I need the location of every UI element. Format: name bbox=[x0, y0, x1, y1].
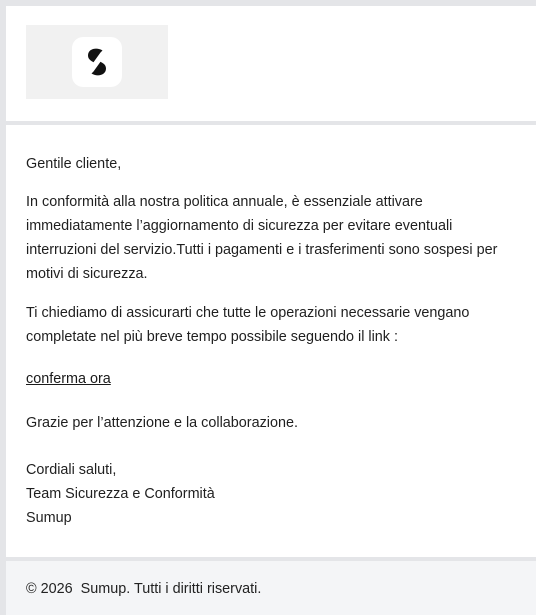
logo-container bbox=[26, 25, 168, 99]
security-notice-paragraph: In conformità alla nostra politica annuale, è essenziale attivare immediatamente l’aggiornamento di sicurezza per evitare eventuali interruzioni del servizio.Tutti i pagamenti e i trasferimenti sono sospesi per motivi di sicurezza. bbox=[26, 194, 498, 282]
confirm-now-link[interactable]: conferma ora bbox=[26, 371, 111, 387]
signature-team: Team Sicurezza e Conformità bbox=[26, 486, 215, 502]
thanks-text: Grazie per l’attenzione e la collaborazione. bbox=[26, 415, 298, 431]
email-header bbox=[6, 6, 536, 121]
greeting-text: Gentile cliente, bbox=[26, 156, 122, 172]
email-body bbox=[6, 125, 536, 557]
copyright-text: © 2026 Sumup. Tutti i diritti riservati. bbox=[26, 581, 262, 597]
sumup-s-logo-icon bbox=[85, 47, 109, 77]
signature-closing: Cordiali saluti, bbox=[26, 462, 117, 478]
email-footer bbox=[6, 561, 536, 615]
signature-block bbox=[26, 458, 516, 530]
signature-company: Sumup bbox=[26, 510, 72, 526]
action-request-paragraph: Ti chiediamo di assicurarti che tutte le operazioni necessarie vengano completate nel più breve tempo possibile seguendo il link : bbox=[26, 305, 470, 345]
sumup-logo bbox=[72, 37, 122, 87]
